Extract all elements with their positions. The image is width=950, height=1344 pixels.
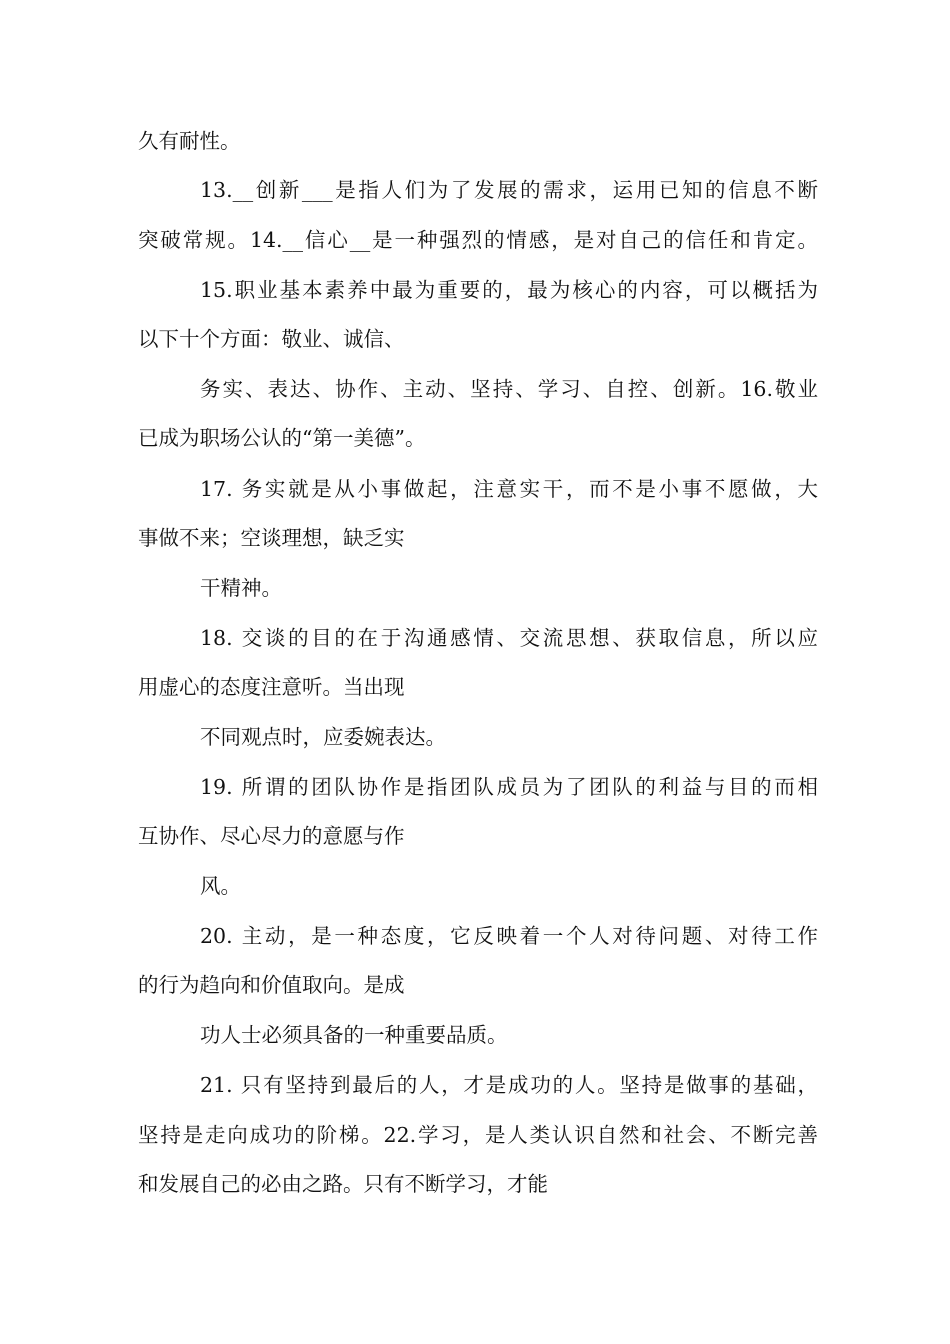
text-line: 不同观点时，应委婉表达。 [200,725,446,749]
text-line: 和发展自己的必由之路。只有不断学习，才能 [138,1172,548,1196]
text-line: 坚持是走向成功的阶梯。22.学习，是人类认识自然和社会、不断完善 [138,1123,818,1147]
text-line: 务实、表达、协作、主动、坚持、学习、自控、创新。16.敬业 [200,377,818,401]
text-line: 19. 所谓的团队协作是指团队成员为了团队的利益与目的而相 [200,775,818,799]
text-line: 干精神。 [200,576,282,600]
text-line: 的行为趋向和价值取向。是成 [138,973,405,997]
text-line: 用虚心的态度注意听。当出现 [138,675,405,699]
text-line: 17. 务实就是从小事做起，注意实干，而不是小事不愿做，大 [200,477,818,501]
text-line: 20. 主动，是一种态度，它反映着一个人对待问题、对待工作 [200,924,818,948]
text-line: 以下十个方面：敬业、诚信、 [138,327,405,351]
text-line: 功人士必须具备的一种重要品质。 [200,1023,508,1047]
text-line: 风。 [200,874,241,898]
text-line: 15.职业基本素养中最为重要的，最为核心的内容，可以概括为 [200,278,818,302]
text-line: 事做不来；空谈理想，缺乏实 [138,526,405,550]
text-line: 18. 交谈的目的在于沟通感情、交流思想、获取信息，所以应 [200,626,818,650]
text-line: 13.__创新___是指人们为了发展的需求，运用已知的信息不断 [200,178,818,202]
text-line: 互协作、尽心尽力的意愿与作 [138,824,405,848]
text-line: 突破常规。14.__信心__是一种强烈的情感，是对自己的信任和肯定。 [138,228,818,252]
text-line: 久有耐性。 [138,129,241,153]
text-line: 21. 只有坚持到最后的人，才是成功的人。坚持是做事的基础， [200,1073,818,1097]
text-line: 已成为职场公认的“第一美德”。 [138,426,426,450]
